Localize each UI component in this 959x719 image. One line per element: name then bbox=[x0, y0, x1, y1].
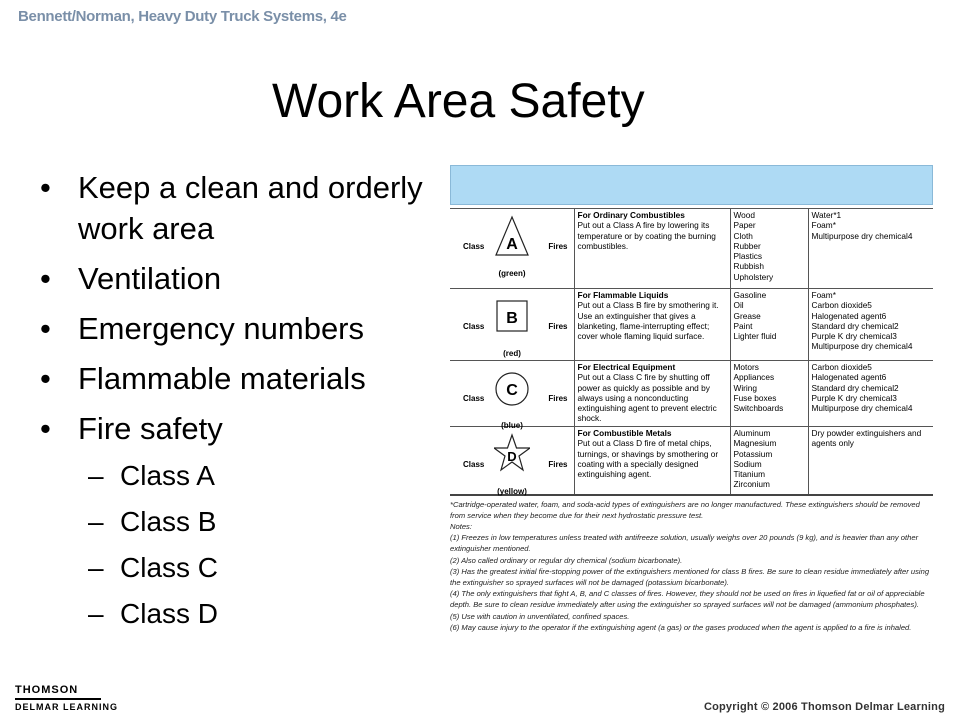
bullet-item: • Keep a clean and orderly work area bbox=[40, 167, 440, 249]
class-symbol-cell bbox=[450, 427, 574, 495]
class-label: Class bbox=[463, 460, 485, 469]
svg-text:C: C bbox=[506, 382, 518, 399]
sub-bullet-item: – Class D bbox=[88, 596, 440, 632]
material-item: Rubbish bbox=[733, 261, 764, 272]
materials-cell bbox=[730, 427, 808, 495]
sub-bullet-item: – Class B bbox=[88, 504, 440, 540]
class-description-cell bbox=[574, 427, 730, 495]
material-item: Oil bbox=[733, 300, 744, 311]
bullet-item: • Emergency numbers bbox=[40, 308, 440, 349]
note-item: (2) Also called ordinary or regular dry chemical (sodium bicarbonate). bbox=[450, 555, 683, 565]
sub-bullet-text: Class D bbox=[120, 598, 219, 629]
class-c-symbol-icon bbox=[494, 367, 530, 411]
extinguisher-item: Purple K dry chemical3 bbox=[811, 331, 897, 342]
extinguisher-item: Halogenated agent6 bbox=[811, 372, 887, 383]
extinguishers-cell bbox=[808, 289, 933, 361]
class-label: Class bbox=[463, 322, 485, 331]
bullet-text: Keep a clean and orderly work area bbox=[78, 170, 423, 246]
extinguisher-item: Multipurpose dry chemical4 bbox=[811, 341, 913, 352]
bullet-text: Fire safety bbox=[78, 411, 223, 446]
fire-class-row bbox=[450, 289, 933, 361]
material-item: Appliances bbox=[733, 372, 775, 383]
extinguisher-item: Carbon dioxide5 bbox=[811, 362, 872, 372]
class-description: Put out a Class A fire by lowering its temperature or by coating the burning combustibles. bbox=[577, 220, 716, 251]
sub-bullet-item: – Class A bbox=[88, 458, 440, 494]
class-description: Put out a Class B fire by smothering it. Use an extinguisher that gives a blanketing, flame-interrupting effect; cover whole flaming liquid surface. bbox=[577, 300, 719, 342]
materials-cell bbox=[730, 361, 808, 427]
material-item: Titanium bbox=[733, 469, 766, 480]
extinguishers-cell bbox=[808, 209, 933, 289]
sub-bullet-text: Class C bbox=[120, 552, 219, 583]
class-heading: For Flammable Liquids bbox=[577, 290, 669, 300]
svg-text:D: D bbox=[507, 449, 517, 464]
svg-text:A: A bbox=[506, 236, 518, 253]
extinguishers-cell bbox=[808, 427, 933, 495]
class-heading: For Electrical Equipment bbox=[577, 362, 676, 372]
bullet-item: • Fire safety bbox=[40, 408, 440, 449]
extinguisher-item: Multipurpose dry chemical4 bbox=[811, 230, 913, 241]
sub-bullet-text: Class B bbox=[120, 506, 217, 537]
class-color-name: (blue) bbox=[501, 421, 523, 430]
class-description: Put out a Class C fire by shutting off power as quickly as possible and by always using a nonconducting extinguishing agent to prevent electric shock. bbox=[577, 372, 717, 424]
material-item: Magnesium bbox=[733, 438, 777, 449]
class-symbol-cell bbox=[450, 289, 574, 361]
svg-text:B: B bbox=[506, 310, 518, 327]
fires-label: Fires bbox=[548, 322, 568, 331]
fire-class-figure bbox=[450, 165, 933, 633]
note-item: (5) Use with caution in unventilated, confined spaces. bbox=[450, 611, 630, 621]
extinguisher-item: Standard dry chemical2 bbox=[811, 320, 899, 331]
figure-notes bbox=[450, 499, 933, 633]
figure-banner bbox=[450, 165, 933, 205]
material-item: Upholstery bbox=[733, 271, 774, 282]
copyright-text: Copyright © 2006 Thomson Delmar Learning bbox=[703, 701, 945, 713]
class-description: Put out a Class D fire of metal chips, turnings, or shavings by smothering or coating with a specially designed extinguishing agent. bbox=[577, 438, 719, 480]
fires-label: Fires bbox=[548, 460, 568, 469]
material-item: Cloth bbox=[733, 230, 753, 241]
material-item: Zirconium bbox=[733, 479, 770, 490]
bullet-text: Ventilation bbox=[78, 261, 222, 296]
note-item: (1) Freezes in low temperatures unless treated with antifreeze solution, usually weighs over 20 pounds (9 kg), and is heavier than any other extinguisher mentioned. bbox=[450, 533, 919, 554]
extinguisher-item: Standard dry chemical2 bbox=[811, 382, 899, 393]
material-item: Motors bbox=[733, 362, 759, 372]
class-description-cell bbox=[574, 209, 730, 289]
class-color-name: (yellow) bbox=[497, 487, 527, 496]
note-item: (3) Has the greatest initial fire-stopping power of the extinguishers mentioned for class B fires. Be sure to clean residue immediately after using the extinguisher so sprayed surfaces will not be damaged (potassium bicarbonate). bbox=[450, 566, 930, 587]
material-item: Gasoline bbox=[733, 290, 767, 300]
material-item: Rubber bbox=[733, 240, 761, 251]
material-item: Plastics bbox=[733, 251, 763, 262]
class-color-name: (green) bbox=[498, 269, 526, 278]
class-d-symbol-icon bbox=[494, 433, 530, 477]
slide-title: Work Area Safety bbox=[272, 75, 645, 128]
note-item: (4) The only extinguishers that fight A, B, and C classes of fires. However, they should not be used on fires in liquefied fat or oil of appreciable depth. Be sure to clean residue immediately after using the extinguisher so sprayed surfaces will not be damaged (ammonium phosphates). bbox=[450, 589, 925, 610]
footnote: *Cartridge-operated water, foam, and soda-acid types of extinguishers are no longer manufactured. These extinguishers should be removed from service when they become due for their next hydrostatic pressure test. bbox=[450, 499, 920, 520]
bullet-item: • Flammable materials bbox=[40, 358, 440, 399]
material-item: Paper bbox=[733, 220, 756, 231]
fires-label: Fires bbox=[548, 394, 568, 403]
material-item: Fuse boxes bbox=[733, 392, 777, 403]
publisher-logo: THOMSON DELMAR LEARNING bbox=[15, 684, 118, 712]
sub-bullet-item: – Class C bbox=[88, 550, 440, 586]
material-item: Aluminum bbox=[733, 428, 771, 438]
extinguisher-item: Halogenated agent6 bbox=[811, 310, 887, 321]
extinguisher-item: Carbon dioxide5 bbox=[811, 300, 872, 311]
fire-class-row bbox=[450, 427, 933, 495]
fire-class-table bbox=[450, 208, 933, 496]
material-item: Grease bbox=[733, 310, 761, 321]
material-item: Paint bbox=[733, 320, 753, 331]
bullet-text: Emergency numbers bbox=[78, 311, 365, 346]
extinguisher-item: Foam* bbox=[811, 290, 836, 300]
class-symbol-cell bbox=[450, 361, 574, 430]
sub-bullet-text: Class A bbox=[120, 460, 215, 491]
class-description-cell bbox=[574, 289, 730, 361]
material-item: Switchboards bbox=[733, 403, 784, 414]
fire-class-row bbox=[450, 361, 933, 427]
class-b-symbol-icon bbox=[494, 295, 530, 339]
material-item: Lighter fluid bbox=[733, 331, 777, 342]
material-item: Wood bbox=[733, 210, 756, 220]
extinguisher-item: Foam* bbox=[811, 220, 836, 231]
material-item: Potassium bbox=[733, 448, 773, 459]
fire-class-row bbox=[450, 209, 933, 289]
materials-cell bbox=[730, 209, 808, 289]
material-item: Wiring bbox=[733, 382, 758, 393]
class-a-symbol-icon bbox=[494, 215, 530, 259]
bullet-item: • Ventilation bbox=[40, 258, 440, 299]
class-heading: For Ordinary Combustibles bbox=[577, 210, 685, 220]
class-label: Class bbox=[463, 394, 485, 403]
bullet-text: Flammable materials bbox=[78, 361, 366, 396]
course-header: Bennett/Norman, Heavy Duty Truck Systems, 4e bbox=[18, 8, 347, 25]
material-item: Sodium bbox=[733, 458, 762, 469]
extinguisher-item: Water*1 bbox=[811, 210, 842, 220]
materials-cell bbox=[730, 289, 808, 361]
note-item: (6) May cause injury to the operator if the extinguishing agent (a gas) or the gases produced when the agent is applied to a fire is inhaled. bbox=[450, 622, 912, 632]
extinguisher-item: Purple K dry chemical3 bbox=[811, 392, 897, 403]
extinguisher-item: Dry powder extinguishers and agents only bbox=[811, 428, 922, 449]
class-label: Class bbox=[463, 242, 485, 251]
notes-title: Notes: bbox=[450, 521, 472, 531]
class-heading: For Combustible Metals bbox=[577, 428, 672, 438]
fires-label: Fires bbox=[548, 242, 568, 251]
bullet-list bbox=[40, 167, 440, 642]
class-description-cell bbox=[574, 361, 730, 427]
class-color-name: (red) bbox=[503, 349, 521, 358]
extinguishers-cell bbox=[808, 361, 933, 427]
extinguisher-item: Multipurpose dry chemical4 bbox=[811, 403, 913, 414]
class-symbol-cell bbox=[450, 209, 574, 289]
